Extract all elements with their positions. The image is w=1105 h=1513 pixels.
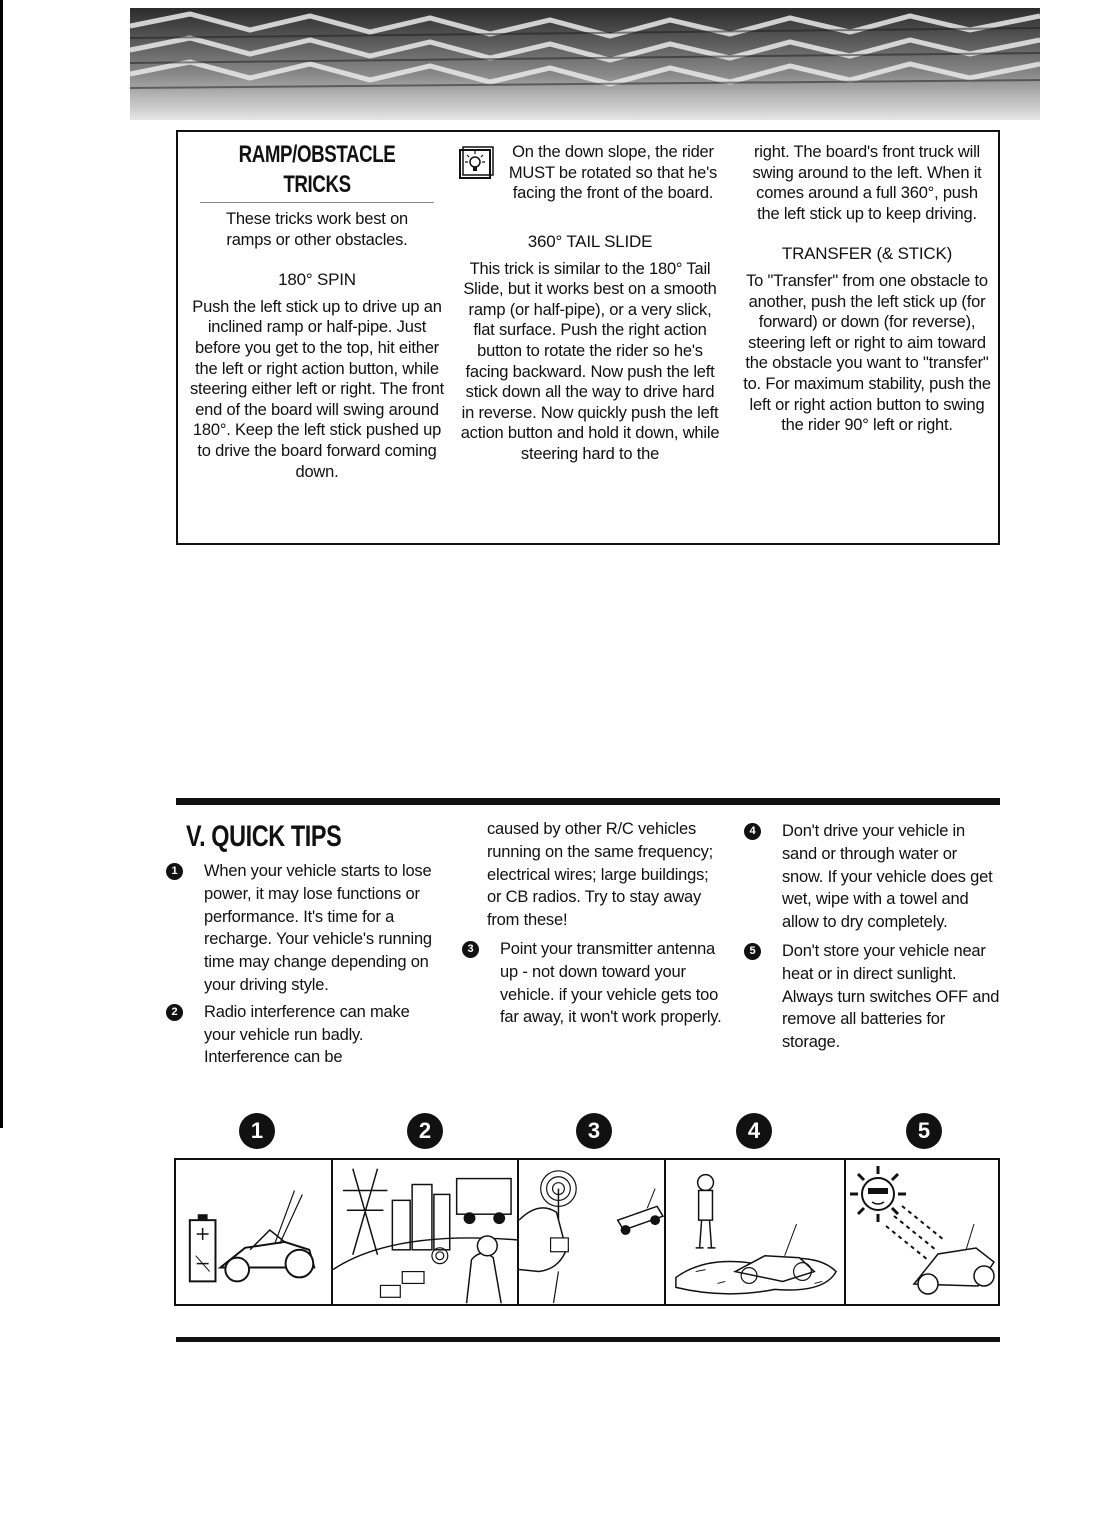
water-puddle-icon <box>666 1160 846 1304</box>
tip-2-text: Radio interference can make your vehicle run badly. Interference can be <box>204 1002 410 1067</box>
title-divider <box>200 202 434 203</box>
tip-item-4 <box>744 820 1000 934</box>
marker-3-icon: 3 <box>576 1113 612 1149</box>
tip-item-2-continued <box>462 818 724 932</box>
tip-2-continued-text: caused by other R/C vehicles running on the same frequency; electrical wires; large buildings; or CB radios. Try to stay away from these! <box>487 820 714 930</box>
quick-tips-column-3 <box>744 820 1000 1054</box>
tip-number-4-icon: 4 <box>744 823 761 840</box>
page-edge-rule <box>0 0 3 1128</box>
tip-3-text: Point your transmitter antenna up - not down toward your vehicle. if your vehicle gets too far away, it won't work properly. <box>500 939 722 1027</box>
section-title: RAMP/OBSTACLE TRICKS <box>238 141 396 198</box>
quick-tips-bottom-rule <box>176 1337 1000 1342</box>
tip-number-1-icon: 1 <box>166 863 183 880</box>
tail-slide-text: This trick is similar to the 180° Tail Slide, but it works best on a smooth ramp (or half-pipe), or a very slick, flat surface. Push the right action button to rotate the rider so he's facing backward. Now push the left stick down all the way to drive hard in reverse. Now quickly push the left action button and hold it down, while steering hard to the <box>460 259 720 463</box>
quick-tips-column-2 <box>462 818 724 1029</box>
transmitter-antenna-icon <box>519 1160 666 1304</box>
marker-1-icon: 1 <box>239 1113 275 1149</box>
battery-car-icon <box>176 1160 333 1304</box>
illustration-markers <box>176 1113 1000 1157</box>
tip-5-text: Don't store your vehicle near heat or in direct sunlight. Always turn switches OFF and remove all batteries for storage. <box>782 941 1000 1052</box>
tail-slide-continued: right. The board's front truck will swing around to the left. When it comes around a full 360°, push the left stick up to keep driving. <box>752 143 982 223</box>
tip-item-2 <box>166 1001 436 1069</box>
header-banner <box>130 8 1040 120</box>
ramp-tricks-box <box>176 130 1000 545</box>
spin-heading: 180° SPIN <box>278 270 356 290</box>
transfer-heading: TRANSFER (& STICK) <box>781 244 953 264</box>
tip-item-1 <box>166 860 436 997</box>
spin-text: Push the left stick up to drive up an inclined ramp or half-pipe. Just before you get to the top, hit either the left or right action button, while steering either left or right. The front end of the board will swing around 180°. Keep the left stick pushed up to drive the board forward coming down. <box>190 297 444 481</box>
marker-5-icon: 5 <box>906 1113 942 1149</box>
quick-tips-top-rule <box>176 798 1000 805</box>
marker-4-icon: 4 <box>736 1113 772 1149</box>
tip-note <box>460 142 720 212</box>
tip-text: On the down slope, the rider MUST be rotated so that he's facing the front of the board. <box>508 143 718 203</box>
tip-4-text: Don't drive your vehicle in sand or through water or snow. If your vehicle does get wet, wipe with a towel and allow to dry completely. <box>782 822 993 932</box>
marker-2-icon: 2 <box>407 1113 443 1149</box>
illustration-strip <box>174 1158 1000 1306</box>
tip-number-5-icon: 5 <box>744 943 761 960</box>
tail-slide-heading: 360° TAIL SLIDE <box>527 232 653 251</box>
quick-tips-column-1 <box>166 860 436 1069</box>
ramp-column-3 <box>738 142 996 436</box>
lightbulb-icon <box>456 146 498 184</box>
tip-item-5 <box>744 940 1000 1054</box>
tip-number-3-icon: 3 <box>462 941 479 958</box>
section-intro: These tricks work best on ramps or other obstacles. <box>225 210 409 249</box>
sun-heat-icon <box>846 1160 998 1304</box>
interference-city-icon <box>333 1160 519 1304</box>
tip-item-3 <box>462 938 724 1029</box>
ramp-column-2 <box>460 142 720 465</box>
tip-1-text: When your vehicle starts to lose power, it may lose functions or performance. It's time for a recharge. Your vehicle's running time may change depending on your driving style. <box>204 862 432 994</box>
transfer-text: To "Transfer" from one obstacle to another, push the left stick up (for forward) or down (for reverse), steering left or right to aim toward the obstacle you want to "transfer" to. For maximum stability, push the left or right action button to swing the rider 90° left or right. <box>743 271 991 435</box>
quick-tips-heading: V. QUICK TIPS <box>186 820 342 853</box>
tip-number-2-icon: 2 <box>166 1004 183 1021</box>
ramp-column-1 <box>186 140 448 482</box>
